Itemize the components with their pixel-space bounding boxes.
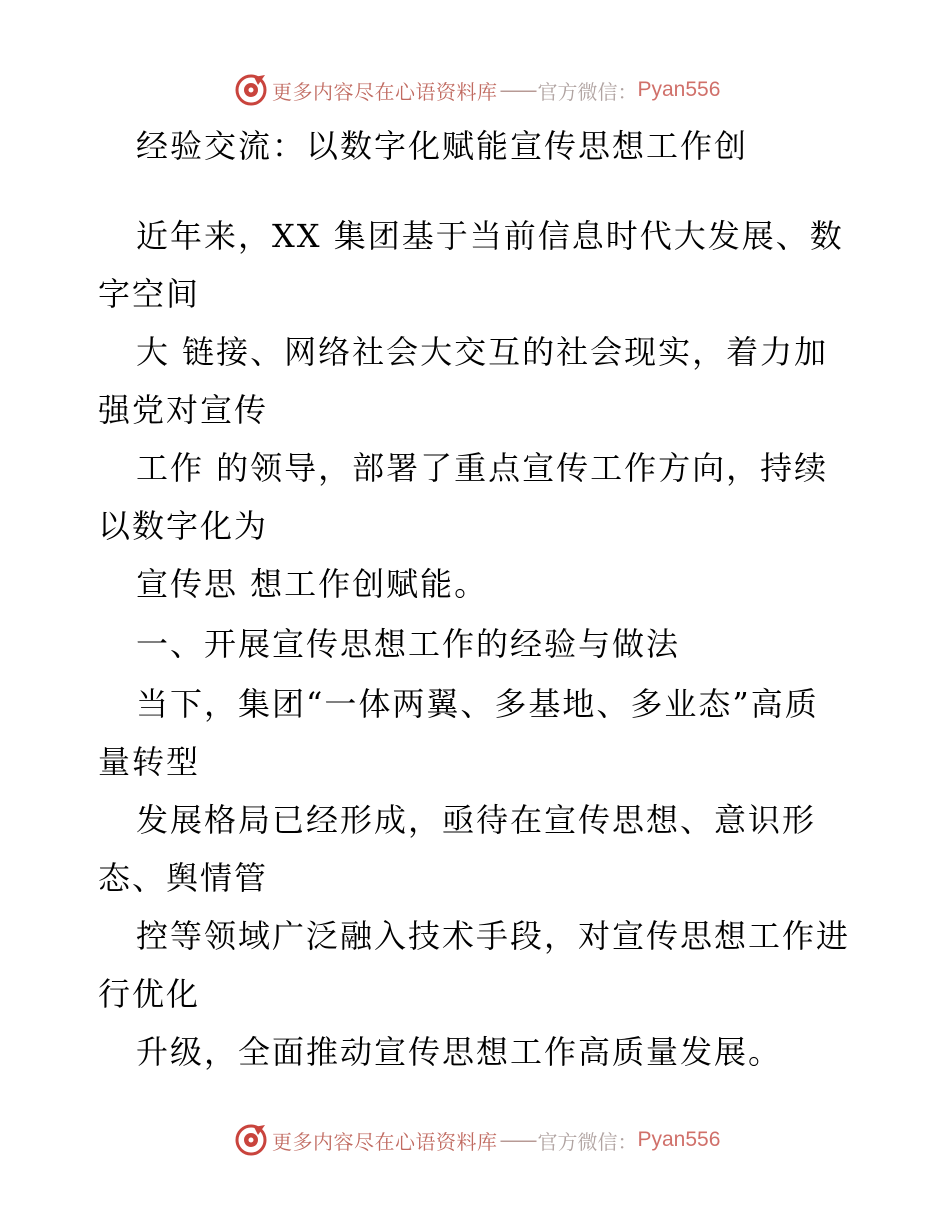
header-watermark (234, 70, 720, 110)
paragraph-line: 字空间 (98, 275, 201, 313)
brand-logo-icon (234, 1123, 268, 1157)
paragraph-line: 近年来，XX 集团基于当前信息时代大发展、数 (136, 217, 844, 255)
paragraph-line: 宣传思 想工作创赋能。 (136, 565, 489, 603)
paragraph-line: 大 链接、网络社会大交互的社会现实，着力加 (136, 333, 829, 371)
paragraph-line: 当下，集团“一体两翼、多基地、多业态”高质 (136, 685, 819, 723)
watermark-wechat-id: Pyan556 (637, 78, 721, 101)
watermark-wechat-id: Pyan556 (637, 1128, 721, 1151)
watermark-brand-text: 更多内容尽在心语资料库 (272, 1129, 498, 1154)
paragraph-line: 行优化 (98, 975, 201, 1013)
watermark-dash: —— (499, 1128, 536, 1152)
document-title: 经验交流：以数字化赋能宣传思想工作创 (136, 127, 749, 165)
watermark-brand-text: 更多内容尽在心语资料库 (272, 79, 498, 104)
watermark-wechat-label: 官方微信： (537, 1129, 638, 1154)
paragraph-line: 量转型 (98, 743, 201, 781)
paragraph-line: 强党对宣传 (98, 391, 269, 429)
watermark-dash: —— (499, 78, 536, 102)
paragraph-line: 以数字化为 (98, 507, 269, 545)
paragraph-line: 发展格局已经形成，亟待在宣传思想、意识形 (136, 801, 817, 839)
brand-logo-icon (234, 73, 268, 107)
footer-watermark (234, 1120, 720, 1160)
paragraph-line: 态、舆情管 (98, 859, 269, 897)
watermark-wechat-label: 官方微信： (537, 79, 638, 104)
section-heading: 一、开展宣传思想工作的经验与做法 (136, 625, 681, 663)
paragraph-line: 升级，全面推动宣传思想工作高质量发展。 (136, 1033, 783, 1071)
paragraph-line: 工作 的领导，部署了重点宣传工作方向，持续 (136, 449, 829, 487)
paragraph-line: 控等领域广泛融入技术手段，对宣传思想工作进 (136, 917, 851, 955)
